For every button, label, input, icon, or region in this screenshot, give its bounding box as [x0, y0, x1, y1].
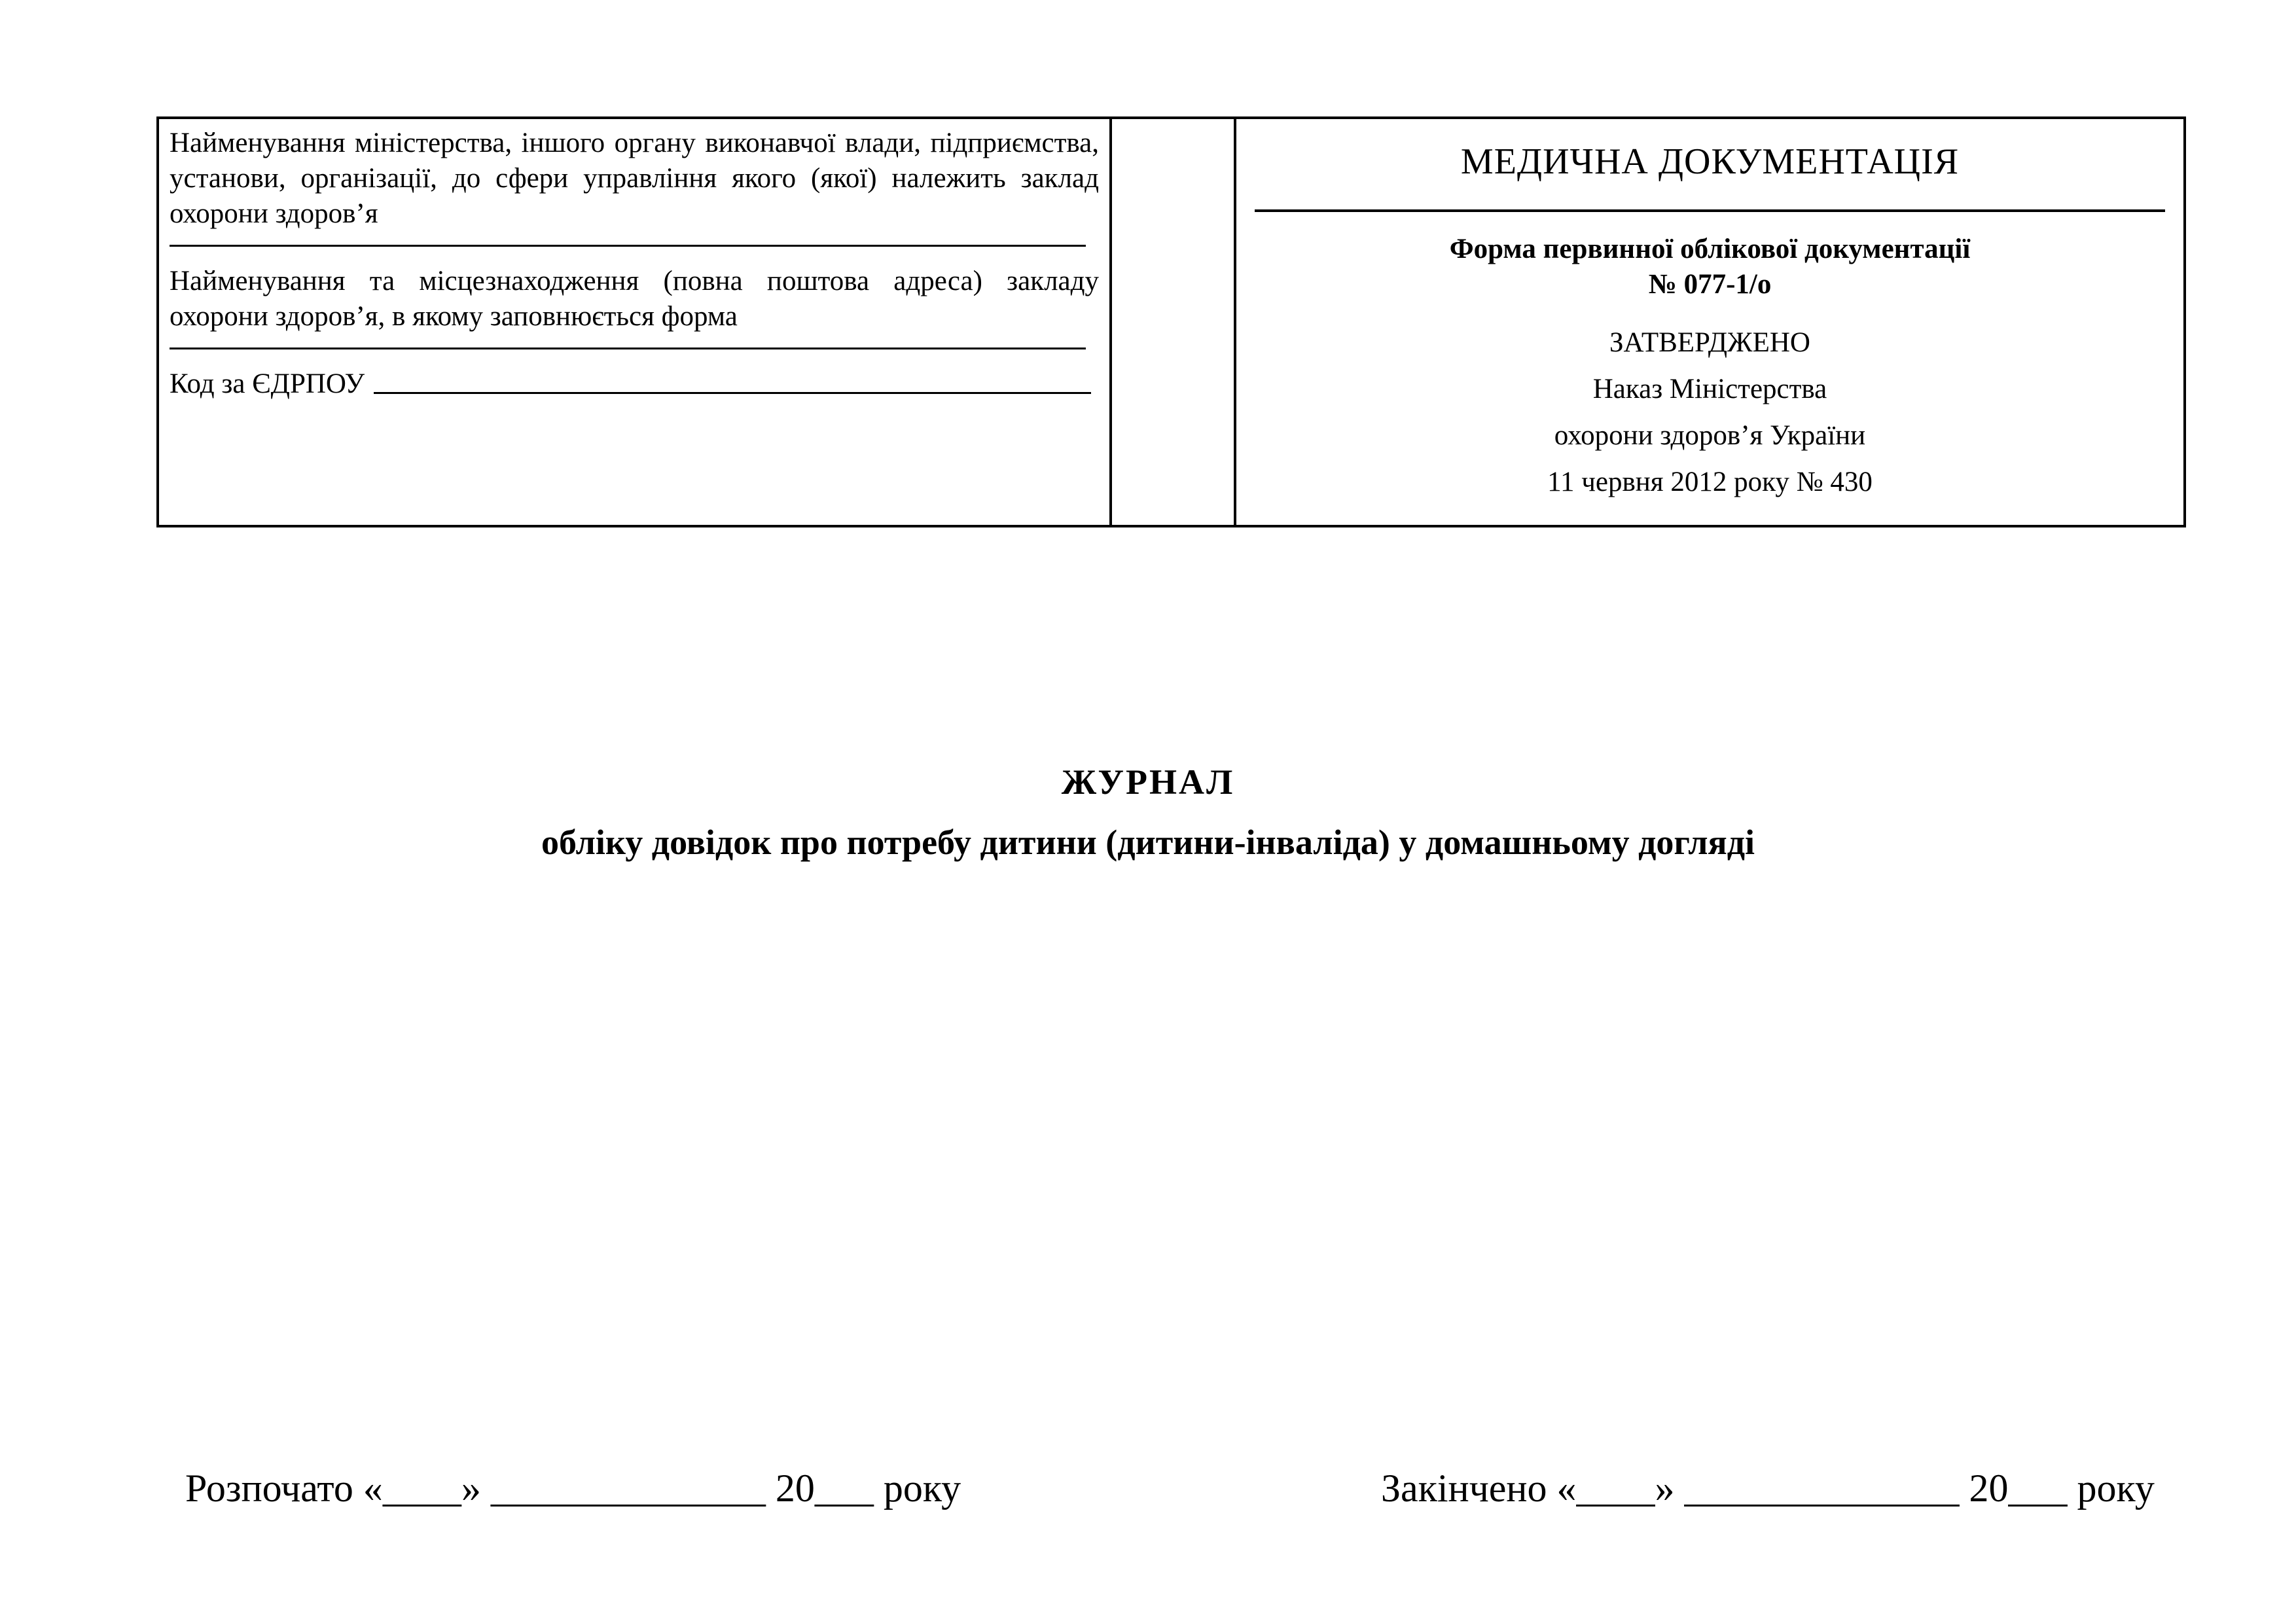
institution-info-cell [159, 119, 1112, 525]
journal-title: ЖУРНАЛ [1061, 762, 1235, 802]
journal-subtitle: обліку довідок про потребу дитини (дитини-інваліда) у домашньому догляді [541, 823, 1755, 862]
header-table [156, 116, 2186, 527]
order-date: 11 червня 2012 року № 430 [1547, 467, 1873, 497]
form-number: № 077-1/о [1648, 269, 1772, 300]
medical-documentation-title: МЕДИЧНА ДОКУМЕНТАЦІЯ [1460, 141, 1960, 182]
ministry-name-label: Найменування міністерства, іншого органу виконавчої влади, підприємства, установи, організації, до сфери управління якого (якої) належить заклад охорони здоров’я [170, 128, 1099, 229]
ministry-name-line[interactable] [170, 245, 1086, 247]
approved-label: ЗАТВЕРДЖЕНО [1609, 327, 1810, 358]
order-line-1: Наказ Міністерства [1592, 374, 1827, 404]
order-line-2: охорони здоров’я України [1554, 420, 1866, 451]
institution-name-line[interactable] [170, 348, 1086, 349]
edrpou-row [170, 366, 1099, 402]
finished-date-line[interactable]: Закінчено «____» ______________ 20___ року [1381, 1467, 2155, 1510]
title-divider [1255, 209, 2165, 212]
institution-name-label: Найменування та місцезнаходження (повна поштова адреса) закладу охорони здоров’я, в якому заповнюється форма [170, 266, 1099, 332]
started-date-line[interactable]: Розпочато «____» ______________ 20___ року [185, 1467, 961, 1510]
edrpou-field-line[interactable] [374, 392, 1091, 394]
edrpou-label: Код за ЄДРПОУ [170, 368, 365, 399]
form-title: Форма первинної облікової документації [1449, 234, 1971, 264]
form-info-cell [1236, 119, 2183, 525]
blank-spacer-cell [1112, 119, 1236, 525]
